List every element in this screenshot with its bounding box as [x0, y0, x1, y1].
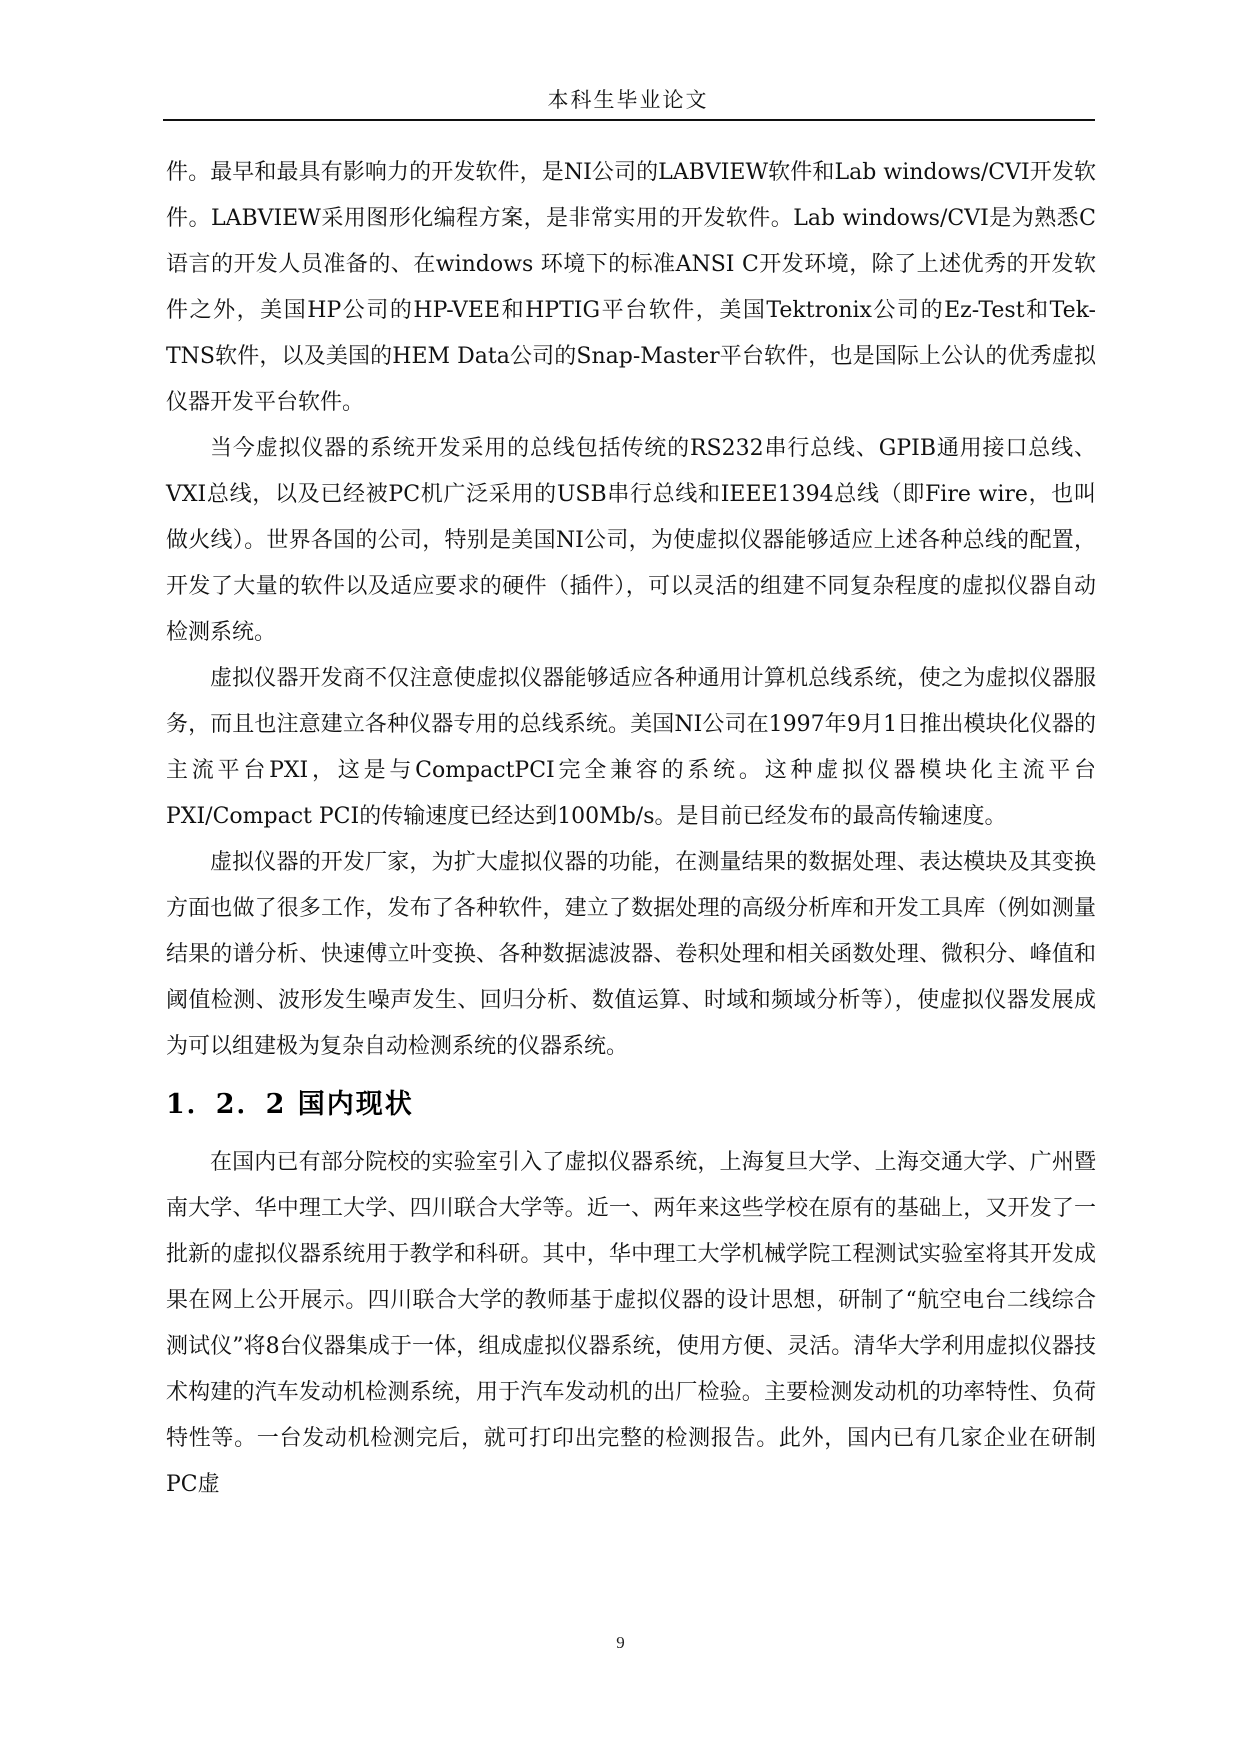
- header-divider: [163, 119, 1095, 121]
- body-text: [166, 150, 1096, 1508]
- page-number: 9: [616, 1633, 625, 1652]
- paragraph-continuation: 件。最早和最具有影响力的开发软件，是NI公司的LABVIEW软件和Lab windows/CVI开发软件。LABVIEW采用图形化编程方案，是非常实用的开发软件。Lab windows/CVI是为熟悉C语言的开发人员准备的、在windows 环境下的标准ANSI C开发环境，除了上述优秀的开发软件之外，美国HP公司的HP-VEE和HPTIG平台软件，美国Tektronix公司的Ez-Test和Tek-TNS软件，以及美国的HEM Data公司的Snap-Master平台软件，也是国际上公认的优秀虚拟仪器开发平台软件。: [166, 160, 1096, 415]
- running-header: 本科生毕业论文: [547, 88, 709, 112]
- paragraph-analysis-libraries: 虚拟仪器的开发厂家，为扩大虚拟仪器的功能，在测量结果的数据处理、表达模块及其变换方面也做了很多工作，发布了各种软件，建立了数据处理的高级分析库和开发工具库（例如测量结果的谱分析、快速傅立叶变换、各种数据滤波器、卷积处理和相关函数处理、微积分、峰值和阈值检测、波形发生噪声发生、回归分析、数值运算、时域和频域分析等），使虚拟仪器发展成为可以组建极为复杂自动检测系统的仪器系统。: [166, 850, 1096, 1059]
- paragraph-pxi-platform: 虚拟仪器开发商不仅注意使虚拟仪器能够适应各种通用计算机总线系统，使之为虚拟仪器服务，而且也注意建立各种仪器专用的总线系统。美国NI公司在1997年9月1日推出模块化仪器的主流平台PXI，这是与CompactPCI完全兼容的系统。这种虚拟仪器模块化主流平台PXI/Compact PCI的传输速度已经达到100Mb/s。是目前已经发布的最高传输速度。: [166, 666, 1096, 829]
- section-heading: 1．2．2 国内现状: [166, 1089, 414, 1120]
- paragraph-domestic-status: 在国内已有部分院校的实验室引入了虚拟仪器系统，上海复旦大学、上海交通大学、广州暨南大学、华中理工大学、四川联合大学等。近一、两年来这些学校在原有的基础上，又开发了一批新的虚拟仪器系统用于教学和科研。其中，华中理工大学机械学院工程测试实验室将其开发成果在网上公开展示。四川联合大学的教师基于虚拟仪器的设计思想，研制了“航空电台二线综合测试仪”将8台仪器集成于一体，组成虚拟仪器系统，使用方便、灵活。清华大学利用虚拟仪器技术构建的汽车发动机检测系统，用于汽车发动机的出厂检验。主要检测发动机的功率特性、负荷特性等。一台发动机检测完后，就可打印出完整的检测报告。此外，国内已有几家企业在研制PC虚: [166, 1150, 1096, 1497]
- paragraph-bus-systems: 当今虚拟仪器的系统开发采用的总线包括传统的RS232串行总线、GPIB通用接口总线、VXI总线，以及已经被PC机广泛采用的USB串行总线和IEEE1394总线（即Fire wire，也叫做火线）。世界各国的公司，特别是美国NI公司，为使虚拟仪器能够适应上述各种总线的配置，开发了大量的软件以及适应要求的硬件（插件），可以灵活的组建不同复杂程度的虚拟仪器自动检测系统。: [166, 436, 1096, 645]
